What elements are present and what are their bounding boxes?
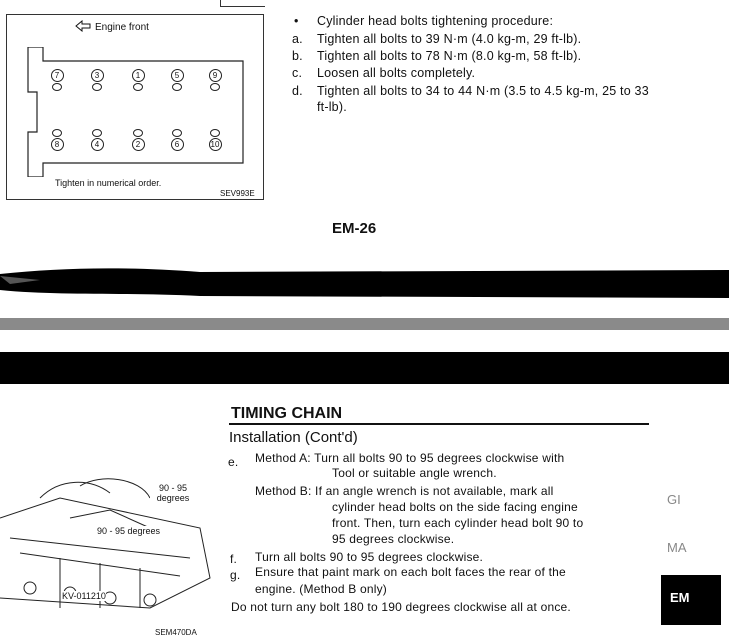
bolt-marker: 7 bbox=[50, 69, 64, 92]
step-key: e. bbox=[228, 455, 239, 469]
degree-label: 90 - 95 degrees bbox=[150, 483, 196, 503]
step-text: front. Then, turn each cylinder head bolt 90 to bbox=[332, 516, 584, 530]
procedure-step: ft-lb). bbox=[317, 100, 347, 114]
procedure-bullet-marker: • bbox=[294, 14, 299, 28]
section-tab-em[interactable]: EM bbox=[670, 590, 690, 605]
procedure-step: c. Loosen all bolts completely. bbox=[292, 66, 476, 80]
figure-code: SEM470DA bbox=[155, 628, 197, 637]
figure-frame-fragment bbox=[220, 0, 265, 7]
section-tab-ma[interactable]: MA bbox=[667, 540, 687, 555]
procedure-step: a. Tighten all bolts to 39 N·m (4.0 kg-m, 29 ft-lb). bbox=[292, 32, 582, 46]
step-text: Ensure that paint mark on each bolt faces the rear of the bbox=[255, 565, 566, 579]
bolt-marker: 1 bbox=[131, 69, 145, 92]
bolt-marker: 5 bbox=[170, 69, 184, 92]
bolt-marker: 4 bbox=[90, 128, 104, 151]
procedure-step: d. Tighten all bolts to 34 to 44 N·m (3.5 to 4.5 kg-m, 25 to 33 bbox=[292, 84, 649, 98]
bolt-marker: 6 bbox=[170, 128, 184, 151]
engine-front-label bbox=[75, 20, 149, 35]
section-tab-gi[interactable]: GI bbox=[667, 492, 681, 507]
page-edge-shadow bbox=[0, 266, 729, 298]
degree-label: 90 - 95 degrees bbox=[97, 526, 161, 536]
warning-text: Do not turn any bolt 180 to 190 degrees clockwise all at once. bbox=[231, 600, 571, 614]
figure-code: SEV993E bbox=[220, 189, 255, 198]
step-text: Tool or suitable angle wrench. bbox=[332, 466, 497, 480]
step-text: Method A: Turn all bolts 90 to 95 degrees clockwise with bbox=[255, 451, 565, 465]
page-number: EM-26 bbox=[332, 220, 377, 237]
step-text: engine. (Method B only) bbox=[255, 582, 388, 596]
title-divider bbox=[229, 423, 649, 425]
step-key: f. bbox=[230, 552, 238, 566]
tool-label: KV-011210 bbox=[62, 591, 106, 601]
engine-front-text: Engine front bbox=[95, 22, 149, 33]
section-subtitle: Installation (Cont'd) bbox=[229, 429, 358, 446]
procedure-heading: Cylinder head bolts tightening procedure: bbox=[317, 14, 554, 28]
page-gap bbox=[0, 318, 729, 330]
bolt-marker: 3 bbox=[90, 69, 104, 92]
step-text: 95 degrees clockwise. bbox=[332, 532, 455, 546]
bolt-sequence-figure bbox=[6, 14, 264, 200]
bolt-marker: 2 bbox=[131, 128, 145, 151]
cylinder-head-outline bbox=[23, 47, 249, 177]
figure-caption: Tighten in numerical order. bbox=[55, 178, 162, 188]
procedure-step: b. Tighten all bolts to 78 N·m (8.0 kg-m, 58 ft-lb). bbox=[292, 49, 582, 63]
bolt-marker: 8 bbox=[50, 128, 64, 151]
step-key: g. bbox=[230, 568, 241, 582]
arrow-left-icon bbox=[75, 20, 91, 35]
bolt-marker: 10 bbox=[208, 128, 222, 151]
page-edge-shadow bbox=[0, 352, 729, 384]
step-text: cylinder head bolts on the side facing engine bbox=[332, 500, 578, 514]
section-title: TIMING CHAIN bbox=[231, 405, 343, 422]
step-text: Turn all bolts 90 to 95 degrees clockwise. bbox=[255, 550, 484, 564]
bolt-marker: 9 bbox=[208, 69, 222, 92]
step-text: Method B: If an angle wrench is not available, mark all bbox=[255, 484, 554, 498]
